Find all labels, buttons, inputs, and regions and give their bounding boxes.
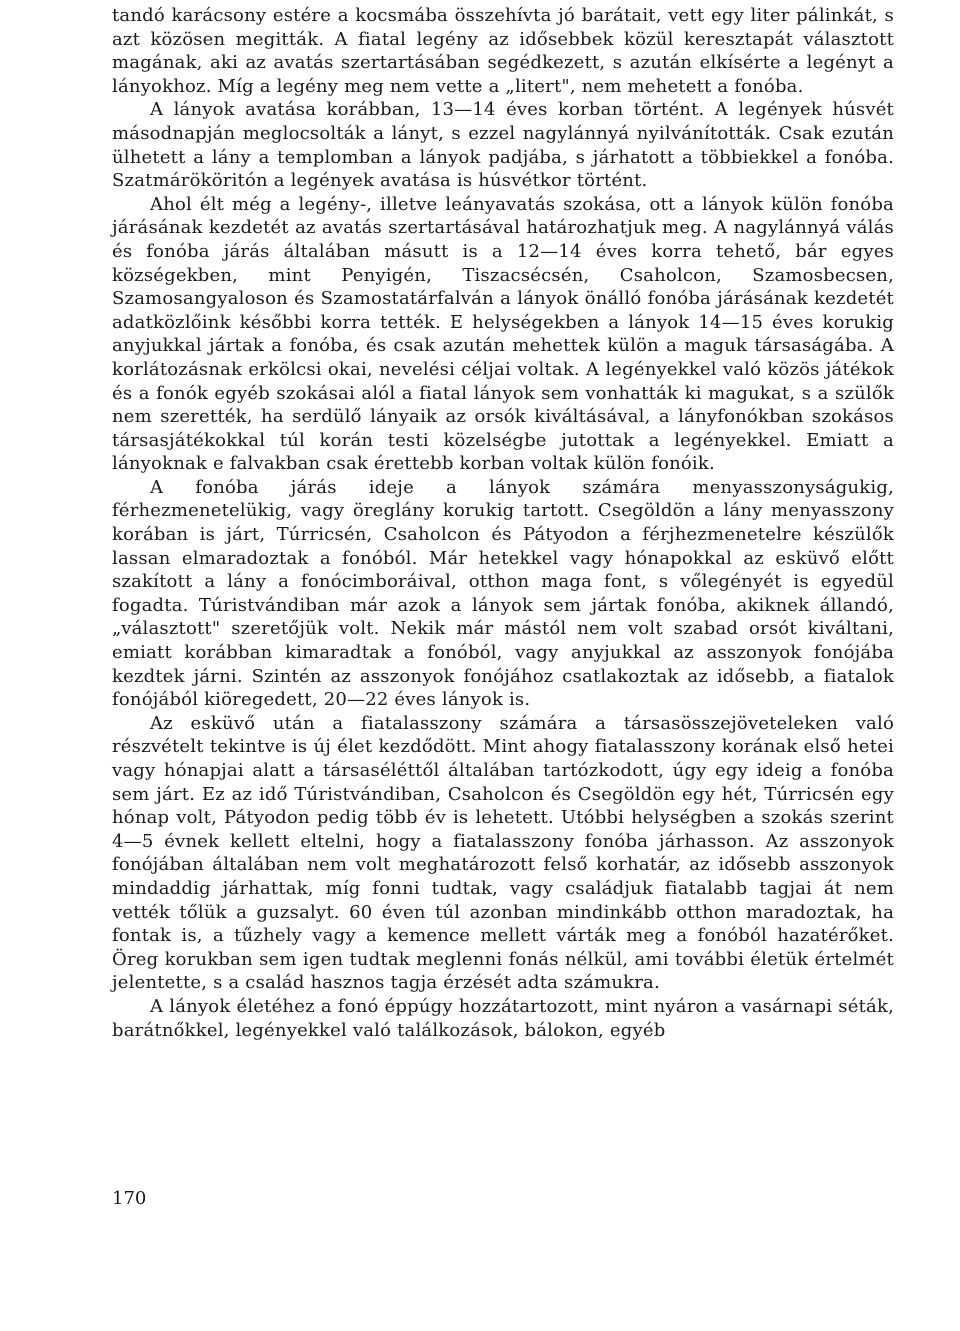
paragraph-4: A fonóba járás ideje a lányok számára menyasszonyságukig, férhezmenetelükig, vagy öreglány korukig tartott. Csegöldön a lány menyasszony korában is járt, Túrricsén, Csaholcon és Pátyodon a férjhezmenetelre készülők lassan elmaradoztak a fonóból. Már hetekkel vagy hónapokkal az esküvő előtt szakított a lány a fonócimboráival, otthon maga font, s vőlegényét is egyedül fogadta. Túristvándiban már azok a lányok sem jártak fonóba, akiknek állandó, „választott" szeretőjük volt. Nekik már mástól nem volt szabad orsót kiváltani, emiatt korábban kimaradtak a fonóból, vagy anyjukkal az asszonyok fonójába kezdtek járni. Szintén az asszonyok fonójához csatlakoztak az idősebb, a fiatalok fonójából kiöregedett, 20—22 éves lányok is. bbox=[112, 476, 894, 711]
paragraph-5: Az esküvő után a fiatalasszony számára a társasösszejöveteleken való részvételt tekintve is új élet kezdődött. Mint ahogy fiatalasszony korának első hetei vagy hónapjai alatt a társaséléttől általában tartózkodott, úgy egy ideig a fonóba sem járt. Ez az idő Túristvándiban, Csaholcon és Csegöldön egy hét, Túrricsén egy hónap volt, Pátyodon pedig több év is lehetett. Utóbbi helységben a szokás szerint 4—5 évnek kellett eltelni, hogy a fiatalasszony fonóba járhasson. Az asszonyok fonójában általában nem volt meghatározott felső korhatár, az idősebb asszonyok mindaddig járhattak, míg fonni tudtak, vagy családjuk fiatalabb tagjai át nem vették tőlük a guzsalyt. 60 éven túl azonban mindinkább otthon maradoztak, ha fontak is, a tűzhely vagy a kemence mellett várták meg a fonóból hazatérőket. Öreg korukban sem igen tudtak meglenni fonás nélkül, ami további életük értelmét jelentette, s a család hasznos tagja érzését adta számukra. bbox=[112, 712, 894, 994]
paragraph-3: Ahol élt még a legény-, illetve leányavatás szokása, ott a lányok külön fonóba járásának kezdetét az avatás szertartásával határozhatjuk meg. A nagylánnyá válás és fonóba járás általában másutt is a 12—14 éves korra tehető, bár egyes községekben, mint Penyigén, Tiszacsécsén, Csaholcon, Szamosbecsen, Szamosangyaloson és Szamostatárfalván a lányok önálló fonóba járásának kezdetét adatközlőink későbbi korra tették. E helységekben a lányok 14—15 éves korukig anyjukkal jártak a fonóba, és csak azután mehettek külön a maguk társaságába. A korlátozásnak erkölcsi okai, nevelési céljai voltak. A legényekkel való közös játékok és a fonók egyéb szokásai alól a fiatal lányok sem vonhatták ki magukat, s a szülők nem szerették, ha serdülő lányaik az orsók kiváltásával, a lányfonókban szokásos társasjátékokkal túl korán testi közelségbe jutottak a legényekkel. Emiatt a lányoknak e falvakban csak érettebb korban voltak külön fonóik. bbox=[112, 193, 894, 475]
paragraph-1: tandó karácsony estére a kocsmába összehívta jó barátait, vett egy liter pálinkát, s azt közösen megitták. A fiatal legény az idősebbek közül keresztapát választott magának, aki az avatás szertartásában segédkezett, s azután elkísérte a legényt a lányokhoz. Míg a legény meg nem vette a „litert", nem mehetett a fonóba. bbox=[112, 5, 894, 97]
paragraph-6: A lányok életéhez a fonó éppúgy hozzátartozott, mint nyáron a vasárnapi séták, barátnőkkel, legényekkel való találkozások, bálokon, egyéb bbox=[112, 995, 894, 1041]
page-body bbox=[112, 4, 894, 1042]
page-number: 170 bbox=[112, 1188, 147, 1209]
paragraph-2: A lányok avatása korábban, 13—14 éves korban történt. A legények húsvét másodnapján meglocsolták a lányt, s ezzel nagylánnyá nyilvánították. Csak ezután ülhetett a lány a templomban a lányok padjába, s járhatott a többiekkel a fonóba. Szatmárököritón a legények avatása is húsvétkor történt. bbox=[112, 99, 894, 192]
